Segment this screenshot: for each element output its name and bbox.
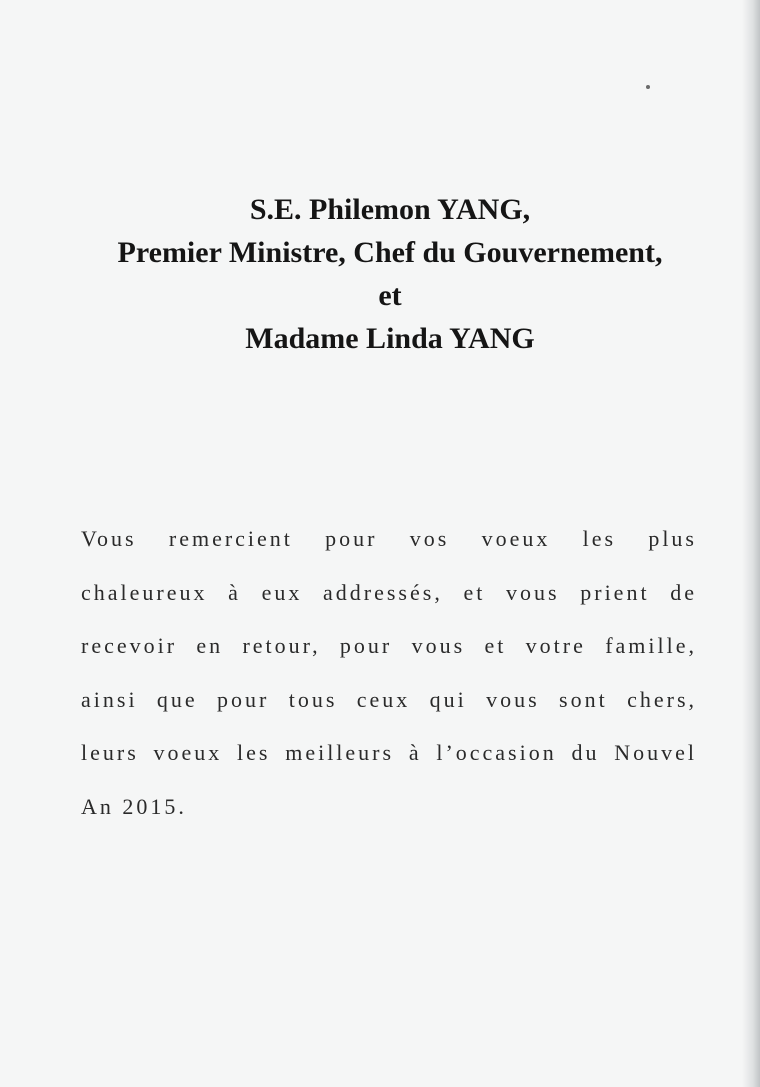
sender-name: S.E. Philemon YANG, [249,193,531,226]
message-line: chaleureux à eux addressés, et vous prient de [81,579,697,605]
message-line: leurs voeux les meilleurs à l’occasion du Nouvel [81,740,697,766]
conjunction: et [378,279,402,312]
message-line: ainsi que pour tous ceux qui vous sont chers, [81,686,697,712]
message-line: Vous remercient pour vos voeux les plus [81,526,697,551]
spouse-name: Madame Linda YANG [245,322,535,355]
sender-title: Premier Ministre, Chef du Gouvernement, [117,236,663,269]
card-edge-shadow [742,0,760,1087]
card-header [0,188,760,360]
message-body [81,512,697,834]
message-line: recevoir en retour, pour vous et votre famille, [81,633,697,659]
paper-speck [646,85,650,89]
message-line: An 2015. [81,793,187,819]
